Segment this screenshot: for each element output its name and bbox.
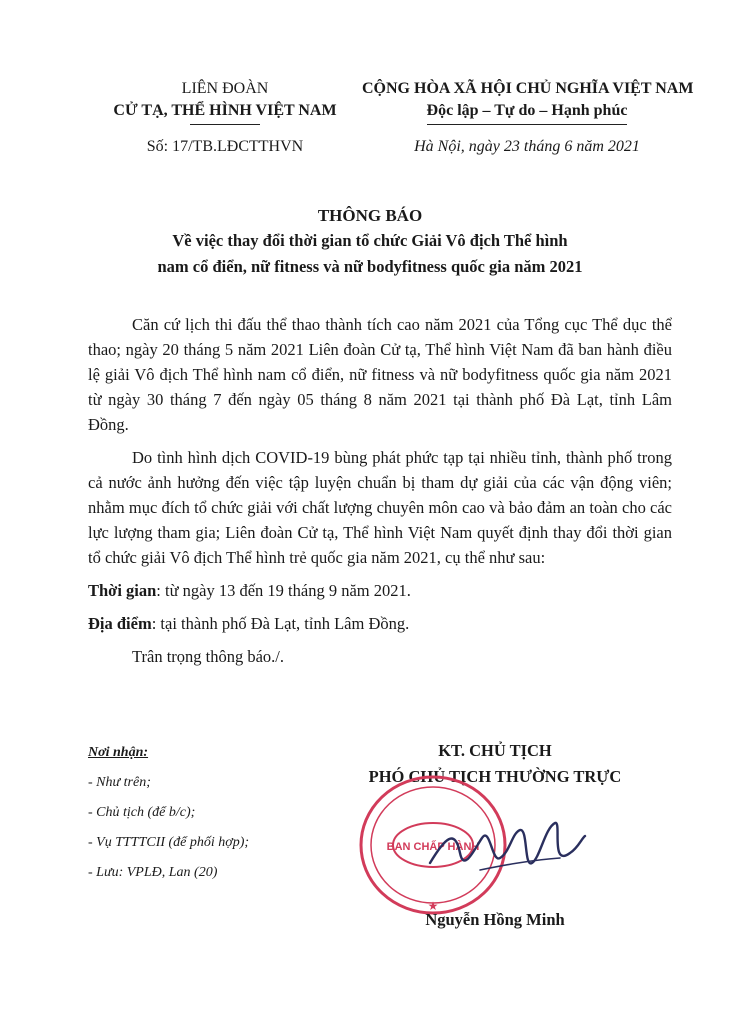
signature-title-2: PHÓ CHỦ TỊCH THƯỜNG TRỰC [368,767,622,786]
org-line-2: CỬ TẠ, THỂ HÌNH VIỆT NAM [113,102,337,119]
motto-underline [427,124,627,125]
recipients-list [88,738,348,888]
recipients-heading: Nơi nhận: [88,745,149,760]
time-line [88,578,672,603]
closing-line: Trân trọng thông báo./. [132,647,285,666]
recipient-item: - Như trên; [88,775,151,790]
recipient-item: - Vụ TTTTCII (để phối hợp); [88,835,250,850]
seal-text: BAN CHẤP HÀNH [386,841,480,853]
time-label: Thời gian [88,581,157,600]
title-main: THÔNG BÁO [317,206,423,225]
svg-text:★: ★ [427,899,439,913]
place-label: Địa điểm [88,614,152,633]
notice-title [60,204,680,280]
place-value: : tại thành phố Đà Lạt, tỉnh Lâm Đồng. [151,614,410,633]
org-line-1: LIÊN ĐOÀN [181,80,269,97]
handwritten-signature-icon [420,808,590,888]
recipient-item: - Chủ tịch (để b/c); [88,805,196,820]
nation-line-2: Độc lập – Tự do – Hạnh phúc [426,102,628,119]
document-number: Số: 17/TB.LĐCTTHVN [146,138,304,155]
national-motto [362,78,692,125]
org-underline [190,124,260,125]
recipient-item: - Lưu: VPLĐ, Lan (20) [88,865,218,880]
notice-body [88,312,672,669]
nation-line-1: CỘNG HÒA XÃ HỘI CHỦ NGHĨA VIỆT NAM [362,80,694,97]
paragraph-2: Do tình hình dịch COVID-19 bùng phát phức tạp tại nhiều tỉnh, thành phố trong cả nước ảnh hưởng đến việc tập luyện chuẩn bị tham dự giải của các vận động viên; nhằm mục đích tổ chức giải với chất lượng chuyên môn cao và bảo đảm an toàn cho các lực lượng tham gia; Liên đoàn Cử tạ, Thể hình Việt Nam quyết định thay đổi thời gian tổ chức giải Vô địch Thể hình trẻ quốc gia năm 2021, cụ thể như sau: [88,448,672,567]
signatory-name: Nguyễn Hồng Minh [425,910,565,929]
paragraph-1: Căn cứ lịch thi đấu thể thao thành tích cao năm 2021 của Tổng cục Thể dục thể thao; ngày 20 tháng 5 năm 2021 Liên đoàn Cử tạ, Thể hình Việt Nam đã ban hành điều lệ giải Vô địch Thể hình nam cổ điển, nữ fitness và nữ bodyfitness quốc gia năm 2021 từ ngày 30 tháng 7 đến ngày 05 tháng 8 năm 2021 tại thành phố Đà Lạt, tỉnh Lâm Đồng. [88,315,672,434]
place-line [88,611,672,636]
title-sub-1: Về việc thay đổi thời gian tổ chức Giải Vô địch Thể hình [172,231,568,250]
signature-title-1: KT. CHỦ TỊCH [438,741,552,760]
time-value: : từ ngày 13 đến 19 tháng 9 năm 2021. [156,581,411,600]
document-date: Hà Nội, ngày 23 tháng 6 năm 2021 [414,138,640,155]
title-sub-2: nam cổ điển, nữ fitness và nữ bodyfitness quốc gia năm 2021 [157,257,583,276]
issuing-organization [100,78,350,125]
